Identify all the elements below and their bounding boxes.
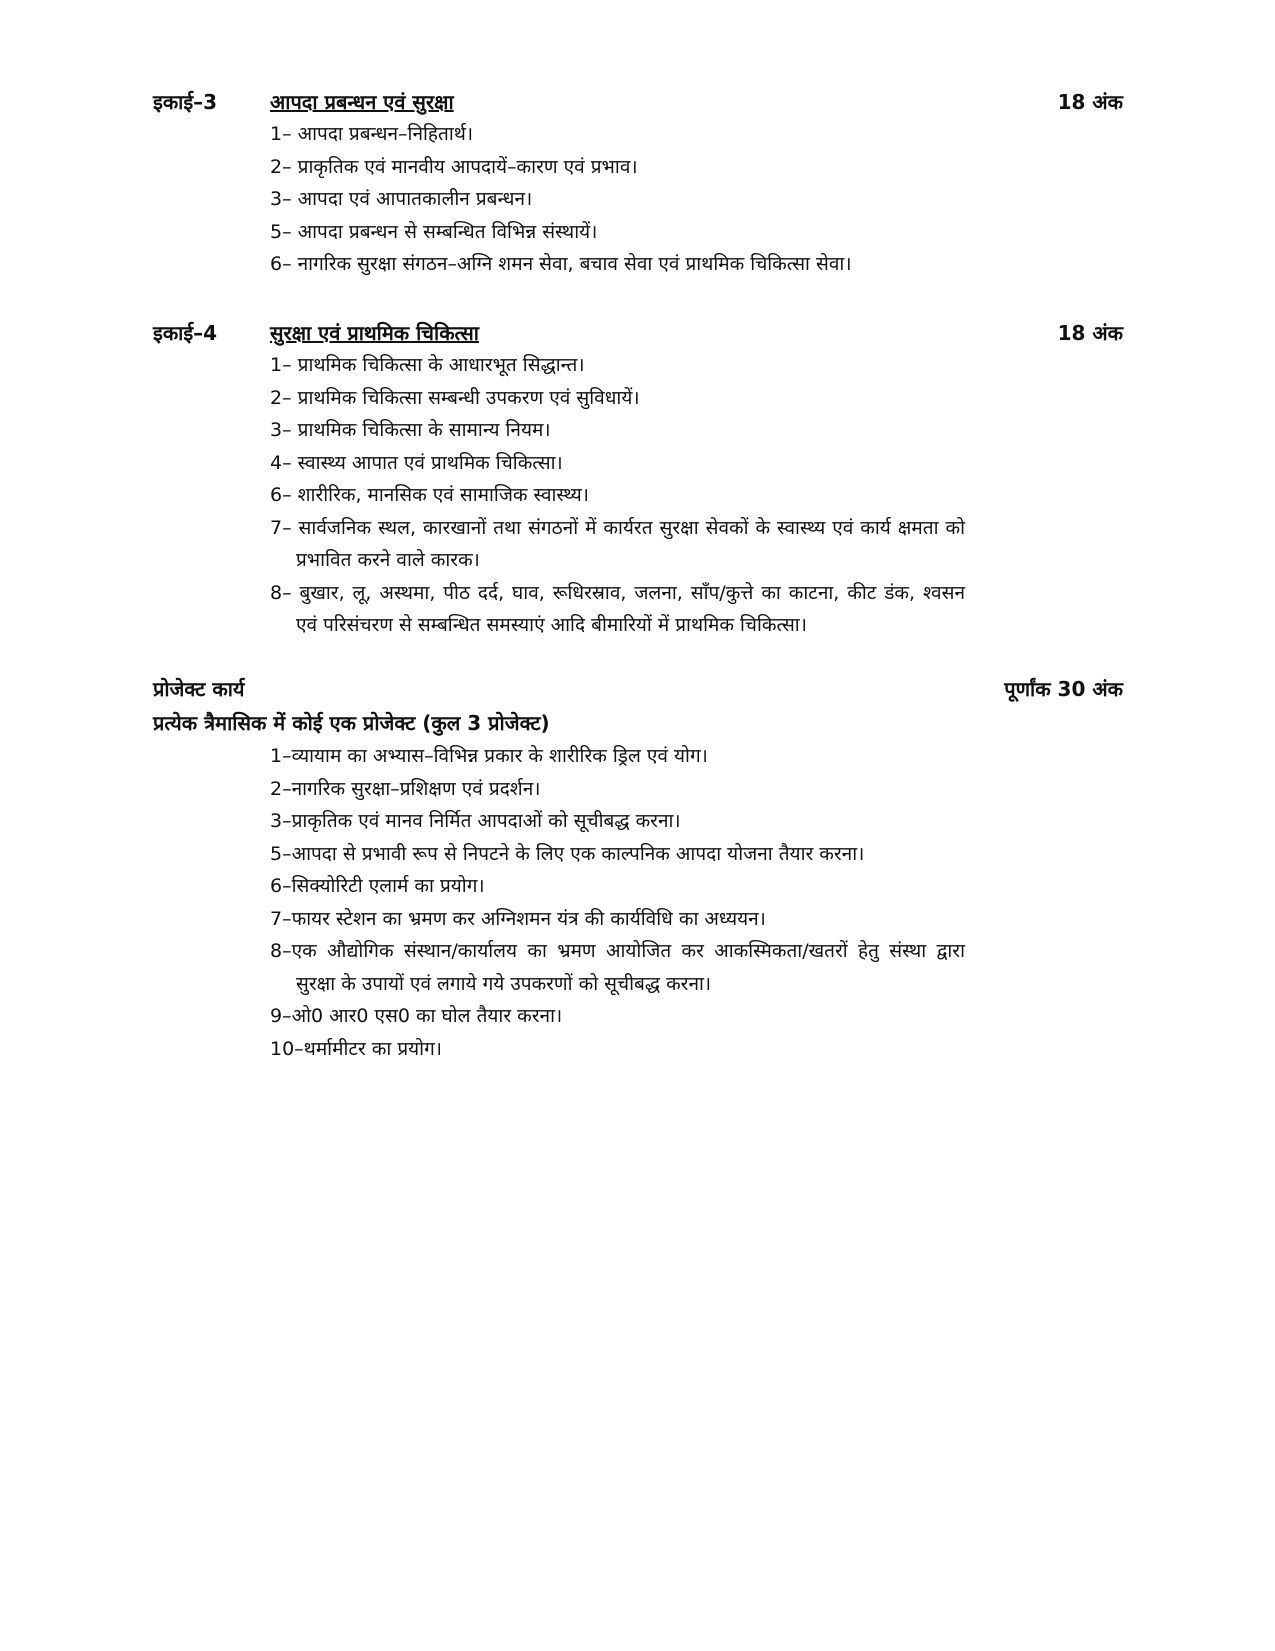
list-item: 5–आपदा से प्रभावी रूप से निपटने के लिए एक काल्पनिक आपदा योजना तैयार करना।	[270, 842, 865, 865]
unit-4-marks: 18 अंक	[1057, 321, 1123, 345]
list-item: 2–नागरिक सुरक्षा–प्रशिक्षण एवं प्रदर्शन।	[270, 777, 541, 800]
unit-3-title: आपदा प्रबन्धन एवं सुरक्षा	[270, 90, 454, 114]
project-subtitle: प्रत्येक त्रैमासिक में कोई एक प्रोजेक्ट (कुल 3 प्रोजेक्ट)	[153, 711, 550, 735]
list-item: 1– आपदा प्रबन्धन–निहितार्थ।	[270, 123, 474, 145]
list-item: 5– आपदा प्रबन्धन से सम्बन्धित विभिन्न संस्थायें।	[270, 220, 598, 243]
list-item: 3– आपदा एवं आपातकालीन प्रबन्धन।	[270, 188, 533, 210]
list-item: 1– प्राथमिक चिकित्सा के आधारभूत सिद्धान्त।	[270, 354, 585, 376]
list-item: 6– शारीरिक, मानसिक एवं सामाजिक स्वास्थ्य।	[270, 484, 590, 506]
unit-3-items	[270, 118, 965, 281]
unit-3-header	[153, 85, 1123, 119]
project-items	[270, 740, 965, 1065]
list-item: 2– प्राथमिक चिकित्सा सम्बन्धी उपकरण एवं सुविधायें।	[270, 386, 640, 409]
list-item: 7– सार्वजनिक स्थल, कारखानों तथा संगठनों में कार्यरत सुरक्षा सेवकों के स्वास्थ्य एवं कार्य क्षमता को प्रभावित करने वाले कारक।	[270, 516, 965, 571]
list-item: 2– प्राकृतिक एवं मानवीय आपदायें–कारण एवं प्रभाव।	[270, 155, 638, 178]
project-header	[153, 672, 1123, 706]
project-marks: पूर्णांक 30 अंक	[1004, 677, 1123, 701]
unit-3-marks: 18 अंक	[1057, 90, 1123, 114]
list-item: 8– बुखार, लू, अस्थमा, पीठ दर्द, घाव, रूधिरस्राव, जलना, साँप/कुत्ते का काटना, कीट डंक, श्वसन एवं परिसंचरण से सम्बन्धित समस्याएं आदि बीमारियों में प्राथमिक चिकित्सा।	[270, 581, 965, 636]
list-item: 6–सिक्योरिटी एलार्म का प्रयोग।	[270, 875, 485, 897]
unit-3-label: इकाई–3	[153, 90, 218, 114]
list-item: 3–प्राकृतिक एवं मानव निर्मित आपदाओं को सूचीबद्ध करना।	[270, 810, 681, 832]
list-item: 4– स्वास्थ्य आपात एवं प्राथमिक चिकित्सा।	[270, 451, 563, 474]
list-item: 10–थर्मामीटर का प्रयोग।	[270, 1037, 442, 1060]
unit-4-items	[270, 349, 965, 642]
list-item: 3– प्राथमिक चिकित्सा के सामान्य नियम।	[270, 419, 551, 441]
list-item: 9–ओ0 आर0 एस0 का घोल तैयार करना।	[270, 1005, 563, 1027]
unit-4-title: सुरक्षा एवं प्राथमिक चिकित्सा	[270, 321, 479, 345]
list-item: 8–एक औद्योगिक संस्थान/कार्यालय का भ्रमण आयोजित कर आकस्मिकता/खतरों हेतु संस्था द्वारा सुरक्षा के उपायों एवं लगाये गये उपकरणों को सूचीबद्ध करना।	[270, 940, 965, 995]
unit-4-label: इकाई–4	[153, 321, 218, 345]
unit-4-header	[153, 316, 1123, 350]
list-item: 1–व्यायाम का अभ्यास–विभिन्न प्रकार के शारीरिक ड्रिल एवं योग।	[270, 745, 708, 767]
list-item: 6– नागरिक सुरक्षा संगठन–अग्नि शमन सेवा, बचाव सेवा एवं प्राथमिक चिकित्सा सेवा।	[270, 253, 852, 275]
list-item: 7–फायर स्टेशन का भ्रमण कर अग्निशमन यंत्र की कार्यविधि का अध्ययन।	[270, 907, 766, 930]
project-title: प्रोजेक्ट कार्य	[153, 677, 245, 701]
